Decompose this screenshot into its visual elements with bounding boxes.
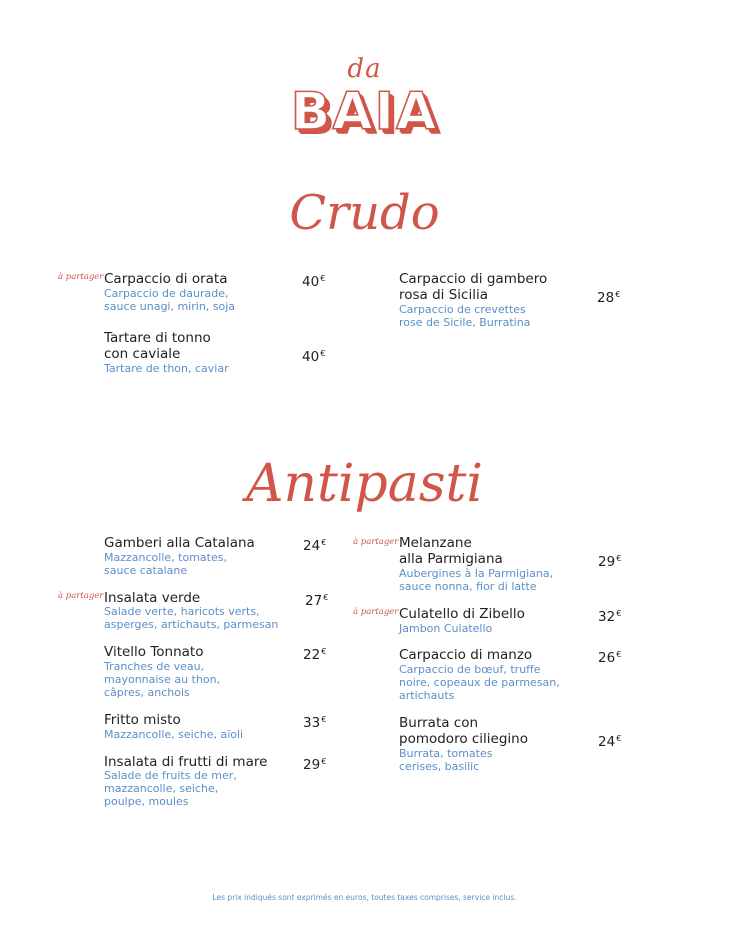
dish-description: sauce catalane: [104, 564, 188, 577]
dish-price: 33€: [303, 715, 327, 731]
dish-name: Melanzane: [399, 535, 472, 551]
currency-symbol: €: [616, 734, 622, 743]
share-tag: à partager: [58, 272, 104, 282]
dish-description: Jambon Culatello: [399, 622, 493, 635]
dish-price: 24€: [598, 734, 622, 750]
section-title-crudo: Crudo: [289, 185, 440, 241]
currency-symbol: €: [320, 274, 326, 283]
dish-price: 28€: [597, 290, 621, 306]
section-title-antipasti: Antipasti: [245, 454, 484, 514]
dish-name: alla Parmigiana: [399, 551, 503, 567]
dish-description: Aubergines à la Parmigiana,: [399, 567, 554, 580]
dish-description: Carpaccio de bœuf, truffe: [399, 663, 541, 676]
dish-description: Carpaccio de crevettes: [399, 303, 526, 316]
logo: BAIA: [290, 82, 439, 142]
dish-name: Vitello Tonnato: [104, 644, 204, 660]
dish-name: Fritto misto: [104, 712, 181, 728]
dish-description: Carpaccio de daurade,: [104, 287, 229, 300]
dish-name: Tartare di tonno: [104, 330, 211, 346]
dish-name: Carpaccio di orata: [104, 271, 228, 287]
currency-symbol: €: [320, 349, 326, 358]
dish-description: asperges, artichauts, parmesan: [104, 618, 279, 631]
dish-name: Culatello di Zibello: [399, 606, 525, 622]
logo-prefix: da: [347, 54, 382, 84]
dish-price: 29€: [598, 554, 622, 570]
currency-symbol: €: [321, 715, 327, 724]
currency-symbol: €: [321, 757, 327, 766]
dish-description: Tranches de veau,: [104, 660, 205, 673]
dish-description: Salade de fruits de mer,: [104, 769, 237, 782]
dish-name: Burrata con: [399, 715, 479, 731]
currency-symbol: €: [616, 609, 622, 618]
currency-symbol: €: [323, 593, 329, 602]
dish-description: Salade verte, haricots verts,: [104, 605, 260, 618]
share-tag: à partager: [58, 591, 104, 601]
currency-symbol: €: [615, 290, 621, 299]
dish-name: Gamberi alla Catalana: [104, 535, 255, 551]
dish-price: 40€: [302, 349, 326, 365]
footer-note: Les prix indiqués sont exprimés en euros, toutes taxes comprises, service inclus.: [212, 893, 517, 902]
dish-description: artichauts: [399, 689, 455, 702]
currency-symbol: €: [616, 650, 622, 659]
dish-description: Tartare de thon, caviar: [104, 362, 229, 375]
dish-price: 22€: [303, 647, 327, 663]
dish-description: mayonnaise au thon,: [104, 673, 221, 686]
dish-price: 24€: [303, 538, 327, 554]
dish-name: Insalata di frutti di mare: [104, 754, 268, 770]
dish-name: rosa di Sicilia: [399, 287, 488, 303]
currency-symbol: €: [616, 554, 622, 563]
dish-description: poulpe, moules: [104, 795, 189, 808]
dish-name: Carpaccio di gambero: [399, 271, 548, 287]
dish-price: 40€: [302, 274, 326, 290]
dish-description: Mazzancolle, seiche, aïoli: [104, 728, 244, 741]
dish-price: 26€: [598, 650, 622, 666]
dish-description: sauce unagi, mirin, soja: [104, 300, 236, 313]
share-tag: à partager: [353, 607, 399, 617]
dish-price: 32€: [598, 609, 622, 625]
dish-description: sauce nonna, fior di latte: [399, 580, 537, 593]
dish-name: Insalata verde: [104, 590, 201, 606]
dish-description: mazzancolle, seiche,: [104, 782, 219, 795]
dish-price: 27€: [305, 593, 329, 609]
dish-name: pomodoro ciliegino: [399, 731, 528, 747]
dish-description: Mazzancolle, tomates,: [104, 551, 227, 564]
dish-description: cerises, basilic: [399, 760, 480, 773]
currency-symbol: €: [321, 538, 327, 547]
dish-name: Carpaccio di manzo: [399, 647, 533, 663]
currency-symbol: €: [321, 647, 327, 656]
dish-description: Burrata, tomates: [399, 747, 493, 760]
dish-description: câpres, anchois: [104, 686, 190, 699]
dish-price: 29€: [303, 757, 327, 773]
dish-name: con caviale: [104, 346, 181, 362]
dish-description: rose de Sicile, Burratina: [399, 316, 531, 329]
dish-description: noire, copeaux de parmesan,: [399, 676, 560, 689]
share-tag: à partager: [353, 537, 399, 547]
